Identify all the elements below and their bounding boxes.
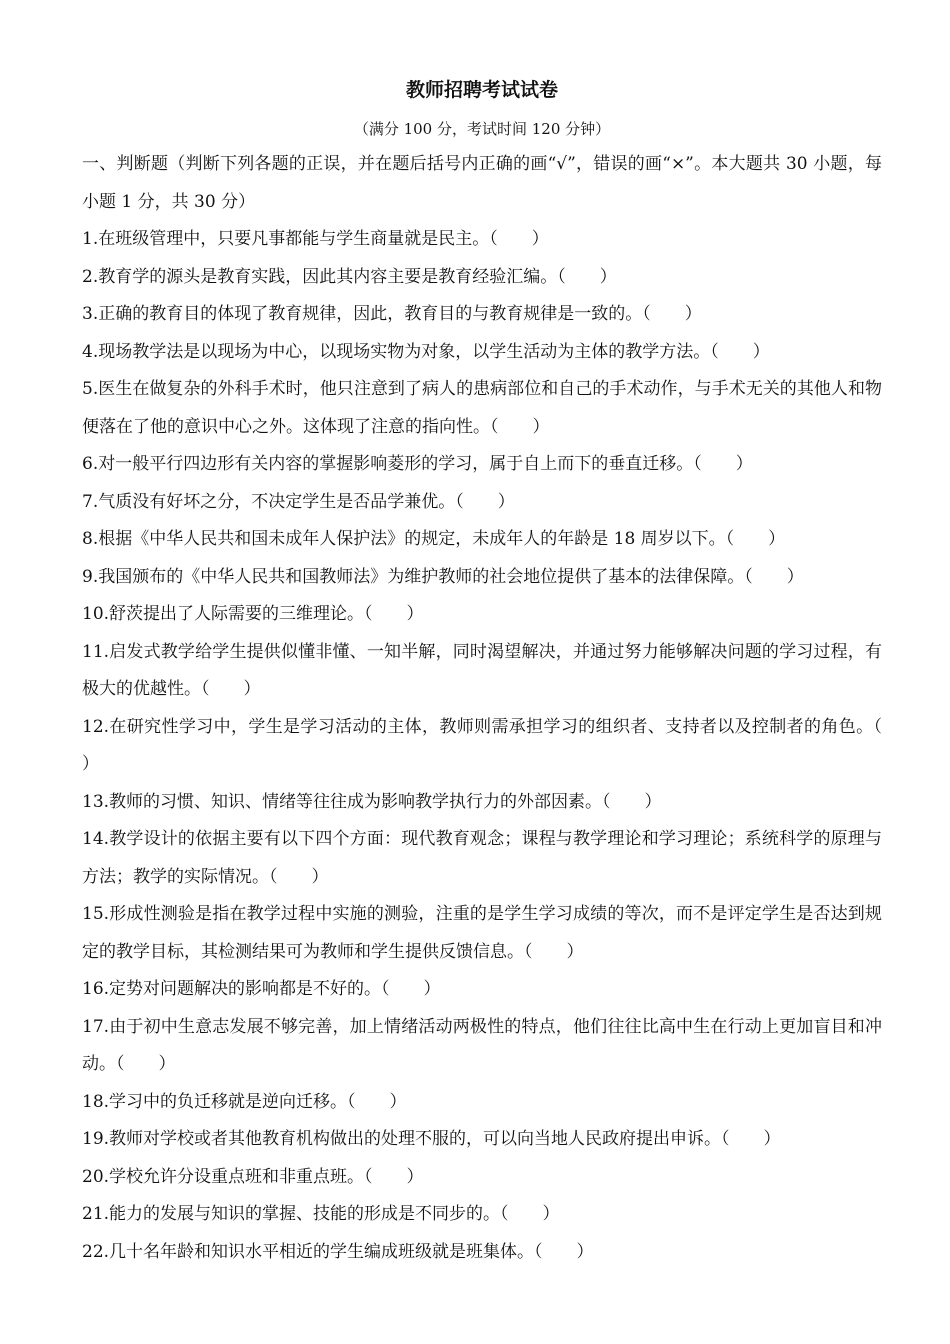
question-item: 11.启发式教学给学生提供似懂非懂、一知半解，同时渴望解决，并通过努力能够解决问题的学习过程，有极大的优越性。（ ） — [82, 641, 882, 699]
question-item: 22.几十名年龄和知识水平相近的学生编成班级就是班集体。（ ） — [82, 1241, 594, 1262]
question-item: 17.由于初中生意志发展不够完善，加上情绪活动两极性的特点，他们往往比高中生在行动上更加盲目和冲动。（ ） — [82, 1016, 882, 1074]
question-item: 7.气质没有好坏之分，不决定学生是否品学兼优。（ ） — [82, 491, 515, 512]
question-item: 15.形成性测验是指在教学过程中实施的测验，注重的是学生学习成绩的等次，而不是评定学生是否达到规定的教学目标，其检测结果可为教师和学生提供反馈信息。（ ） — [82, 904, 882, 962]
question-item: 16.定势对问题解决的影响都是不好的。（ ） — [82, 979, 441, 999]
question-item: 19.教师对学校或者其他教育机构做出的处理不服的，可以向当地人民政府提出申诉。（ ） — [82, 1129, 781, 1149]
question-item: 1.在班级管理中，只要凡事都能与学生商量就是民主。（ ） — [82, 229, 549, 249]
section-heading: 一、判断题（判断下列各题的正误，并在题后括号内正确的画“√”，错误的画“×”。本大题共 30 小题，每小题 1 分，共 30 分） — [82, 154, 882, 212]
exam-title: 教师招聘考试试卷 — [405, 79, 558, 101]
question-item: 3.正确的教育目的体现了教育规律，因此，教育目的与教育规律是一致的。（ ） — [82, 304, 702, 324]
question-item: 18.学习中的负迁移就是逆向迁移。（ ） — [82, 1091, 407, 1112]
exam-page — [82, 72, 916, 1271]
question-item: 10.舒茨提出了人际需要的三维理论。（ ） — [82, 604, 424, 624]
exam-subtitle: （满分 100 分，考试时间 120 分钟） — [353, 120, 611, 138]
question-item: 9.我国颁布的《中华人民共和国教师法》为维护教师的社会地位提供了基本的法律保障。（ ） — [82, 566, 804, 587]
question-list — [82, 221, 916, 1271]
question-item: 2.教育学的源头是教育实践，因此其内容主要是教育经验汇编。（ ） — [82, 266, 617, 287]
question-item: 20.学校允许分设重点班和非重点班。（ ） — [82, 1166, 424, 1187]
question-item: 14.教学设计的依据主要有以下四个方面：现代教育观念；课程与教学理论和学习理论；系统科学的原理与方法；教学的实际情况。（ ） — [82, 829, 882, 887]
question-item: 21.能力的发展与知识的掌握、技能的形成是不同步的。（ ） — [82, 1204, 560, 1224]
question-item: 13.教师的习惯、知识、情绪等往往成为影响教学执行力的外部因素。（ ） — [82, 791, 662, 812]
question-item: 4.现场教学法是以现场为中心，以现场实物为对象，以学生活动为主体的教学方法。（ ） — [82, 341, 770, 362]
question-item: 8.根据《中华人民共和国未成年人保护法》的规定，未成年人的年龄是 18 周岁以下。（ ） — [82, 529, 786, 549]
question-item: 6.对一般平行四边形有关内容的掌握影响菱形的学习，属于自上而下的垂直迁移。（ ） — [82, 454, 753, 474]
question-item: 5.医生在做复杂的外科手术时，他只注意到了病人的患病部位和自己的手术动作，与手术无关的其他人和物便落在了他的意识中心之外。这体现了注意的指向性。（ ） — [82, 379, 882, 437]
question-item: 12.在研究性学习中，学生是学习活动的主体，教师则需承担学习的组织者、支持者以及控制者的角色。（ ） — [82, 716, 916, 774]
